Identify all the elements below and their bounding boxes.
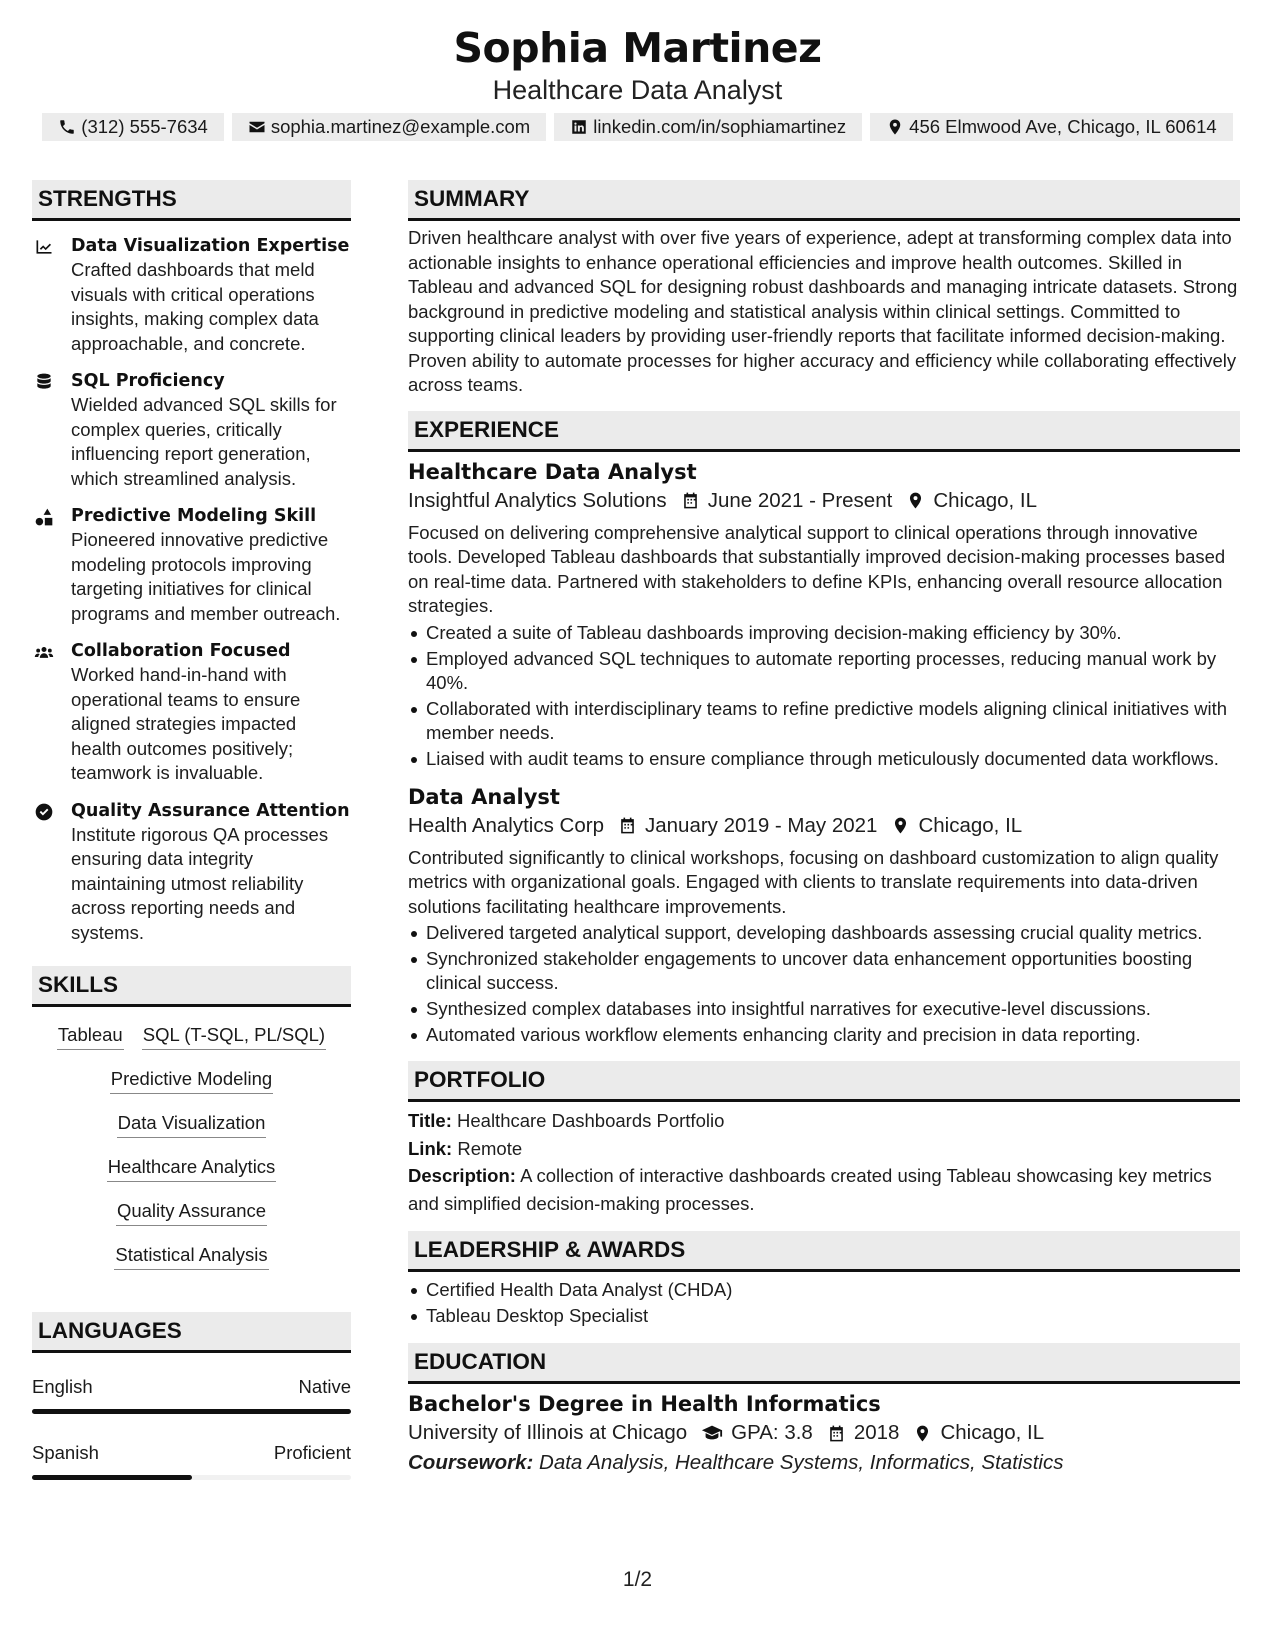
calendar-icon <box>827 1424 846 1443</box>
linkedin-text: linkedin.com/in/sophiamartinez <box>593 116 847 137</box>
strength-description: Institute rigorous QA processes ensuring data integrity maintaining utmost reliability across reporting needs and systems. <box>71 823 329 943</box>
job-description: Contributed significantly to clinical workshops, focusing on dashboard customization to align quality metrics with organizational goals. Engaged with clients to translate requirements into data-driven solutions facilitating healthcare improvements. <box>408 846 1219 917</box>
phone-icon <box>58 118 76 136</box>
job-description: Focused on delivering comprehensive analytical support to clinical operations through innovative tools. Developed Tableau dashboards that substantially improved decision-making processes based on real-time data. Partnered with stakeholders to define KPIs, enhancing overall resource allocation strategies. <box>408 521 1226 616</box>
language-proficiency-bar <box>32 1475 351 1480</box>
line-chart-icon <box>34 237 54 257</box>
awards-list <box>408 1278 1240 1328</box>
strength-title: SQL Proficiency <box>71 371 225 391</box>
degree-title: Bachelor's Degree in Health Informatics <box>408 1392 881 1416</box>
award-item: Certified Health Data Analyst (CHDA) <box>408 1278 1240 1302</box>
summary-text: Driven healthcare analyst with over five years of experience, adept at transforming complex data into actionable insights to enhance operational efficiencies and improve health outcomes. Skilled in Tableau and advanced SQL for designing robust dashboards and managing intricate datasets. Strong background in predictive modeling and statistical analysis within clinical settings. Committed to supporting clinical leaders by providing user-friendly reports that facilitate informed decision-making. Proven ability to automate processes for higher accuracy and efficiency while collaborating effectively across teams. <box>408 227 1238 395</box>
contact-bar <box>0 113 1275 141</box>
map-pin-icon <box>913 1424 932 1443</box>
award-item: Tableau Desktop Specialist <box>408 1304 1240 1328</box>
job-dates: January 2019 - May 2021 <box>644 813 878 837</box>
email-text: sophia.martinez@example.com <box>270 116 531 137</box>
calendar-icon <box>681 491 700 510</box>
gpa: GPA: 3.8 <box>731 1421 813 1444</box>
shapes-icon <box>34 507 54 527</box>
job-location: Chicago, IL <box>918 813 1023 837</box>
resume-header <box>0 22 1275 106</box>
job-meta <box>408 811 1240 841</box>
skills-heading: SKILLS <box>32 966 351 1007</box>
education-meta <box>408 1418 1240 1448</box>
strength-item <box>32 369 351 491</box>
strength-item <box>32 234 351 356</box>
left-column <box>32 180 351 1480</box>
education-heading: EDUCATION <box>408 1343 1240 1384</box>
graduation-cap-icon <box>701 1422 723 1444</box>
language-proficiency-fill <box>32 1409 351 1414</box>
skill-tag: SQL (T-SQL, PL/SQL) <box>142 1023 326 1050</box>
database-icon <box>34 372 54 392</box>
skill-tag: Quality Assurance <box>116 1199 267 1226</box>
language-name: Spanish <box>32 1442 99 1463</box>
right-column <box>408 180 1240 1478</box>
job-entry <box>408 783 1240 1048</box>
job-bullet: Liaised with audit teams to ensure compliance through meticulously documented data workflows. <box>408 747 1240 771</box>
language-proficiency-fill <box>32 1475 192 1480</box>
graduation-year: 2018 <box>853 1421 900 1444</box>
address-text: 456 Elmwood Ave, Chicago, IL 60614 <box>909 116 1217 137</box>
summary-heading: SUMMARY <box>408 180 1240 221</box>
strength-description: Pioneered innovative predictive modeling protocols improving targeting initiatives for clinical programs and member outreach. <box>71 529 341 624</box>
language-name: English <box>32 1376 93 1397</box>
contact-linkedin[interactable] <box>554 113 862 141</box>
skill-tag: Data Visualization <box>117 1111 267 1138</box>
page-number: 1/2 <box>622 1568 653 1591</box>
language-item <box>32 1375 351 1414</box>
portfolio-heading: PORTFOLIO <box>408 1061 1240 1102</box>
coursework <box>408 1448 1240 1478</box>
job-dates: June 2021 - Present <box>707 488 893 512</box>
people-group-icon <box>34 642 54 662</box>
strength-title: Predictive Modeling Skill <box>71 506 317 526</box>
map-pin-icon <box>906 491 925 510</box>
contact-address <box>870 113 1233 141</box>
job-bullet: Employed advanced SQL techniques to automate reporting processes, reducing manual work by 40%. <box>408 647 1240 695</box>
language-level: Proficient <box>273 1442 351 1463</box>
job-title: Data Analyst <box>408 784 560 809</box>
portfolio-description-label: Description: <box>408 1165 516 1186</box>
contact-email[interactable] <box>232 113 546 141</box>
strength-description: Wielded advanced SQL skills for complex queries, critically influencing report generation, which streamlined analysis. <box>71 394 337 489</box>
coursework-label: Coursework: <box>408 1451 534 1474</box>
experience-heading: EXPERIENCE <box>408 411 1240 452</box>
candidate-headline: Healthcare Data Analyst <box>492 75 783 105</box>
portfolio-title-label: Title: <box>408 1110 452 1131</box>
strength-title: Data Visualization Expertise <box>71 236 350 256</box>
job-bullet: Synchronized stakeholder engagements to uncover data enhancement opportunities boosting clinical success. <box>408 947 1240 995</box>
job-bullet: Automated various workflow elements enhancing clarity and precision in data reporting. <box>408 1023 1240 1047</box>
envelope-icon <box>248 118 266 136</box>
strength-title: Quality Assurance Attention <box>71 800 350 821</box>
company-name: Insightful Analytics Solutions <box>408 488 667 512</box>
coursework-list: Data Analysis, Healthcare Systems, Informatics, Statistics <box>539 1451 1064 1474</box>
job-bullets <box>408 621 1240 771</box>
candidate-name: Sophia Martinez <box>453 24 822 72</box>
job-bullets <box>408 921 1240 1047</box>
phone-text: (312) 555-7634 <box>81 116 208 137</box>
skill-tag: Healthcare Analytics <box>107 1155 277 1182</box>
skill-tag: Tableau <box>57 1023 124 1050</box>
strength-item <box>32 799 351 946</box>
linkedin-icon <box>570 118 588 136</box>
skills-list <box>32 1023 351 1287</box>
portfolio-link[interactable]: Remote <box>457 1137 523 1159</box>
skill-tag: Statistical Analysis <box>114 1243 268 1270</box>
check-circle-icon <box>34 802 54 822</box>
job-bullet: Synthesized complex databases into insightful narratives for executive-level discussions. <box>408 997 1240 1021</box>
job-title: Healthcare Data Analyst <box>408 459 697 484</box>
job-bullet: Collaborated with interdisciplinary teams to refine predictive models aligning clinical initiatives with member needs. <box>408 697 1240 745</box>
strengths-heading: STRENGTHS <box>32 180 351 221</box>
language-level: Native <box>298 1376 351 1397</box>
portfolio-link-label: Link: <box>408 1137 453 1159</box>
education-location: Chicago, IL <box>940 1421 1045 1444</box>
skill-tag: Predictive Modeling <box>110 1067 273 1094</box>
map-pin-icon <box>886 118 904 136</box>
school-name: University of Illinois at Chicago <box>408 1421 688 1444</box>
awards-heading: LEADERSHIP & AWARDS <box>408 1231 1240 1272</box>
map-pin-icon <box>891 816 910 835</box>
strength-description: Worked hand-in-hand with operational teams to ensure aligned strategies impacted health outcomes positively; teamwork is invaluable. <box>71 664 301 783</box>
calendar-icon <box>618 816 637 835</box>
portfolio-description: A collection of interactive dashboards created using Tableau showcasing key metrics and simplified decision-making processes. <box>408 1165 1212 1214</box>
job-bullet: Delivered targeted analytical support, developing dashboards assessing crucial quality metrics. <box>408 921 1240 945</box>
language-item <box>32 1441 351 1480</box>
strength-item <box>32 639 351 786</box>
contact-phone[interactable] <box>42 113 224 141</box>
strength-title: Collaboration Focused <box>71 641 291 661</box>
company-name: Health Analytics Corp <box>408 813 604 837</box>
strength-description: Crafted dashboards that meld visuals with critical operations insights, making complex data approachable, and concrete. <box>71 259 319 354</box>
job-meta <box>408 486 1240 516</box>
job-bullet: Created a suite of Tableau dashboards improving decision-making efficiency by 30%. <box>408 621 1240 645</box>
education-entry <box>408 1390 1240 1478</box>
job-location: Chicago, IL <box>933 488 1038 512</box>
language-proficiency-bar <box>32 1409 351 1414</box>
languages-heading: LANGUAGES <box>32 1312 351 1353</box>
portfolio-title: Healthcare Dashboards Portfolio <box>457 1110 725 1131</box>
portfolio-entry <box>408 1107 1240 1217</box>
job-entry <box>408 458 1240 771</box>
strength-item <box>32 504 351 626</box>
